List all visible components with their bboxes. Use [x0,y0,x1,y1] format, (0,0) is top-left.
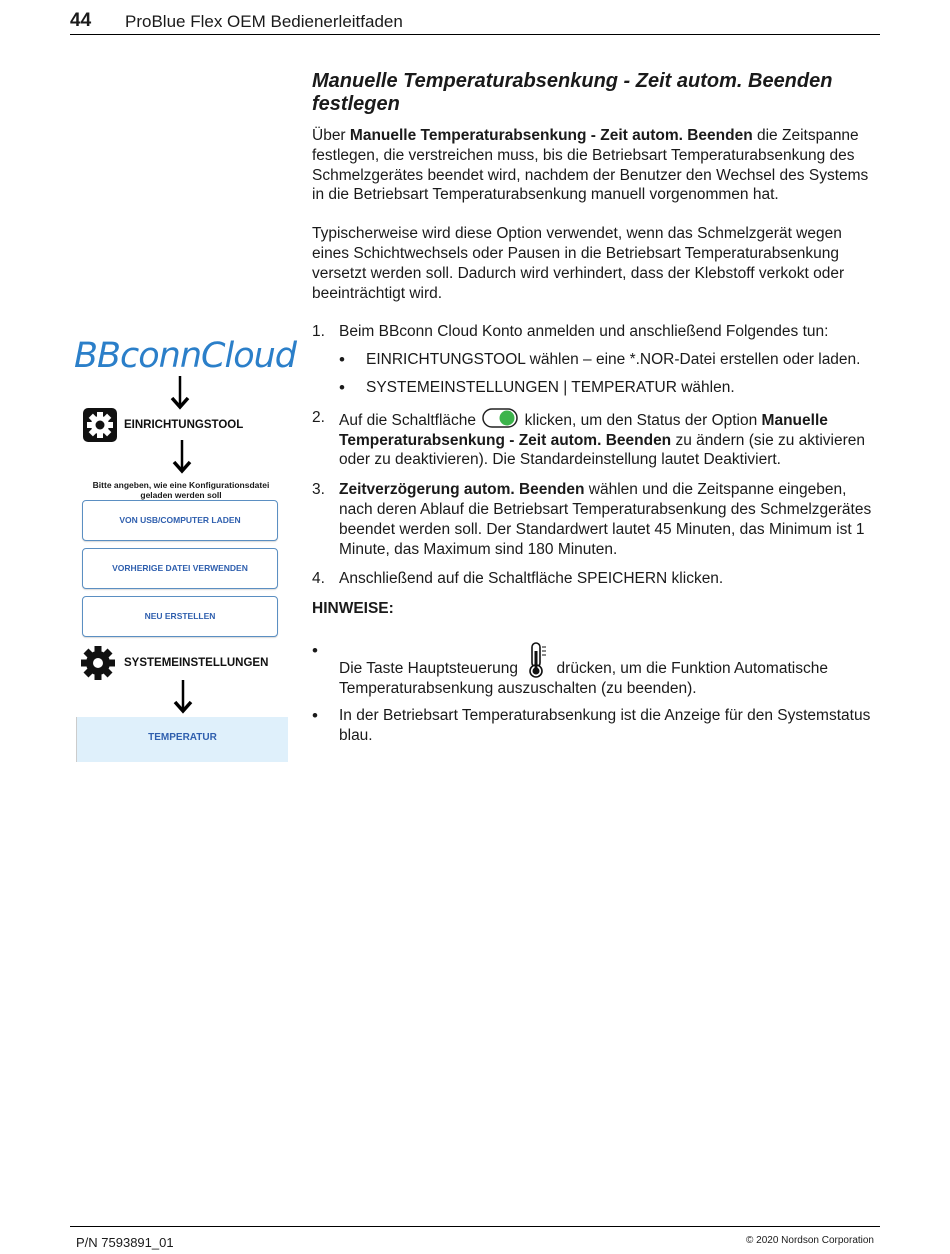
list-item: • SYSTEMEINSTELLUNGEN | TEMPERATUR wählen. [339,378,882,398]
intro-paragraph-2: Typischerweise wird diese Option verwendet, wenn das Schmelzgerät wegen eines Schichtwechsels oder Pausen in die Betriebsart Temperaturabsenkung versetzt werden soll. Dadurch wird verhindert, dass der Klebstoff verkokt oder beeinträchtigt wird. [312,225,845,302]
intro-paragraph-1: Über Manuelle Temperaturabsenkung - Zeit autom. Beenden die Zeitspanne festlegen, die verstreichen muss, bis die Betriebsart Temperaturabsenkung des Schmelzgerätes beendet wird, nachdem der Benutzer den Wechsel des Systems in die Betriebsart Temperaturabsenkung manuell vorgenommen hat. [312,127,869,204]
part-number: P/N 7593891_01 [76,1235,174,1250]
use-previous-file-button[interactable]: VORHERIGE DATEI VERWENDEN [82,548,278,589]
create-new-button[interactable]: NEU ERSTELLEN [82,596,278,637]
steps-list [312,322,882,589]
step-1: 1. Beim BBconn Cloud Konto anmelden und anschließend Folgendes tun: • EINRICHTUNGSTOOL wählen – eine *.NOR-Datei erstellen oder laden. • SYSTEMEINSTELLUNGEN | TEMPERATUR wählen. [312,322,882,397]
note-1: • Die Taste Hauptsteuerung drücken, um die Funktion Automatische Temperaturabsenkung auszuschalten (zu beenden). [312,641,882,699]
step-1-bullets [339,350,882,398]
load-from-usb-button[interactable]: VON USB/COMPUTER LADEN [82,500,278,541]
system-settings-label: SYSTEMEINSTELLUNGEN [124,657,269,669]
setup-tool-label: EINRICHTUNGSTOOL [124,419,244,431]
main-content [312,70,882,752]
cog-icon [80,645,116,681]
toggle-switch-icon[interactable] [482,408,518,428]
config-load-prompt: Bitte angeben, wie eine Konfigurationsdatei geladen werden soll [92,480,270,500]
page-number: 44 [70,10,92,31]
page-header [70,10,880,35]
note-2: • In der Betriebsart Temperaturabsenkung ist die Anzeige für den Systemstatus blau. [312,706,882,746]
step-2: 2. Auf die Schaltfläche klicken, um den Status der Option Manuelle Temperaturabsenkung - Zeit autom. Beenden zu ändern (sie zu aktivieren oder zu deaktivieren). Die Standardeinstellung lautet Deaktiviert. [312,408,866,469]
arrow-down-icon [171,680,195,716]
arrow-down-icon [170,440,194,476]
gear-icon [83,408,117,442]
step-4: 4. Anschließend auf die Schaltfläche SPEICHERN klicken. [312,570,724,588]
temperature-menu-item[interactable]: TEMPERATUR [76,717,288,762]
arrow-down-icon [168,376,192,412]
notes-list [312,641,882,745]
step-3: 3. Zeitverzögerung autom. Beenden wählen und die Zeitspanne eingeben, nach deren Ablauf die Betriebsart Temperaturabsenkung des Schmelzgerätes beendet werden soll. Der Standardwert lautet 45 Minuten, das Minimum ist 1 Minute, das Maximum sind 180 Minuten. [312,481,872,558]
document-title: ProBlue Flex OEM Bedienerleitfaden [125,12,403,31]
notes-title: HINWEISE: [312,600,394,618]
bbconn-cloud-logo: BBconnCloud [74,336,297,376]
footer-divider [70,1226,880,1227]
copyright: © 2020 Nordson Corporation [746,1235,874,1246]
thermometer-icon [524,641,550,679]
section-title: Manuelle Temperaturabsenkung - Zeit autom. Beenden festlegen [312,70,833,115]
list-item: • EINRICHTUNGSTOOL wählen – eine *.NOR-Datei erstellen oder laden. [339,350,882,370]
